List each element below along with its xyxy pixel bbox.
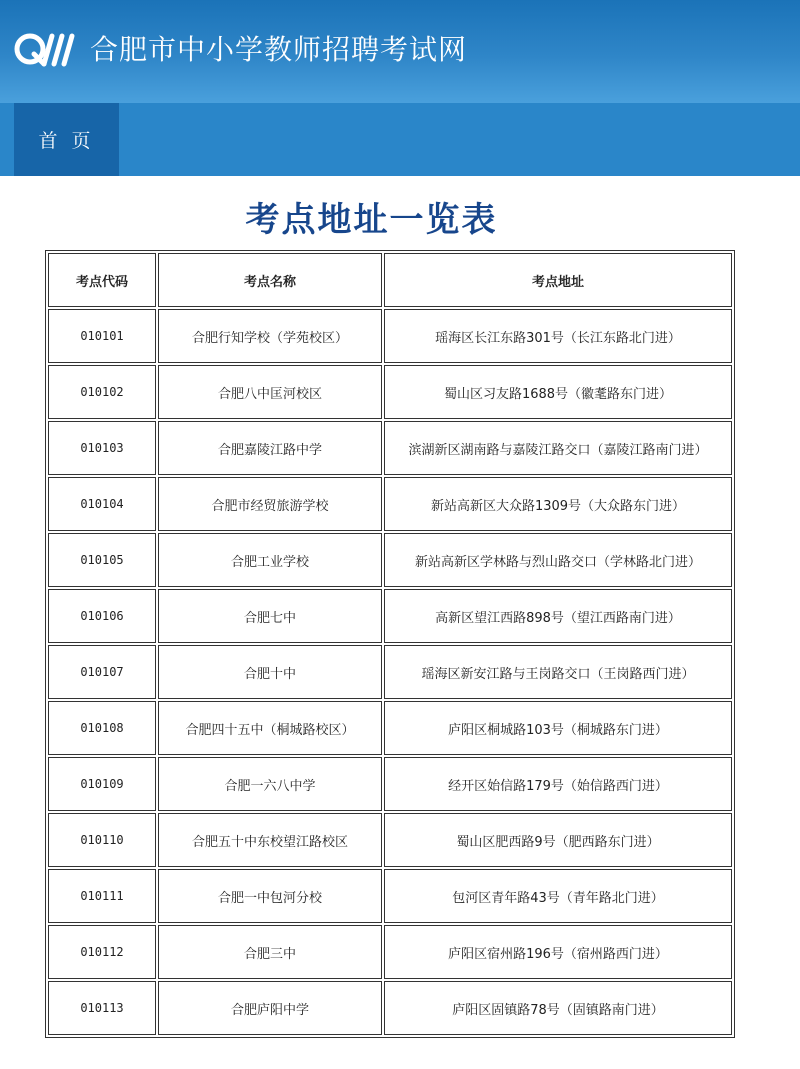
logo-icon (14, 30, 76, 70)
cell-address: 经开区始信路179号（始信路西门进） (384, 757, 732, 811)
cell-address: 瑶海区新安江路与王岗路交口（王岗路西门进） (384, 645, 732, 699)
column-header-name: 考点名称 (158, 253, 382, 307)
nav-item-home[interactable]: 首 页 (14, 103, 119, 176)
cell-name: 合肥市经贸旅游学校 (158, 477, 382, 531)
table-row (48, 757, 732, 811)
cell-address: 蜀山区习友路1688号（徽耄路东门进） (384, 365, 732, 419)
cell-code: 010106 (48, 589, 156, 643)
cell-code: 010108 (48, 701, 156, 755)
table-row (48, 477, 732, 531)
table-row (48, 589, 732, 643)
table-row (48, 981, 732, 1035)
cell-code: 010105 (48, 533, 156, 587)
cell-code: 010113 (48, 981, 156, 1035)
cell-name: 合肥一六八中学 (158, 757, 382, 811)
cell-code: 010101 (48, 309, 156, 363)
main-nav (0, 103, 800, 176)
cell-address: 蜀山区肥西路9号（肥西路东门进） (384, 813, 732, 867)
cell-name: 合肥庐阳中学 (158, 981, 382, 1035)
cell-name: 合肥四十五中（桐城路校区） (158, 701, 382, 755)
cell-address: 新站高新区大众路1309号（大众路东门进） (384, 477, 732, 531)
page-title: 考点地址一览表 (245, 200, 498, 240)
cell-address: 庐阳区桐城路103号（桐城路东门进） (384, 701, 732, 755)
site-logo[interactable] (14, 30, 76, 70)
cell-name: 合肥工业学校 (158, 533, 382, 587)
cell-name: 合肥一中包河分校 (158, 869, 382, 923)
table-row (48, 813, 732, 867)
cell-code: 010112 (48, 925, 156, 979)
cell-name: 合肥八中匡河校区 (158, 365, 382, 419)
cell-name: 合肥七中 (158, 589, 382, 643)
cell-code: 010107 (48, 645, 156, 699)
table-row (48, 925, 732, 979)
cell-code: 010109 (48, 757, 156, 811)
cell-code: 010110 (48, 813, 156, 867)
cell-address: 滨湖新区湖南路与嘉陵江路交口（嘉陵江路南门进） (384, 421, 732, 475)
cell-address: 包河区青年路43号（青年路北门进） (384, 869, 732, 923)
table-row (48, 645, 732, 699)
cell-address: 新站高新区学林路与烈山路交口（学林路北门进） (384, 533, 732, 587)
table-row (48, 533, 732, 587)
table-row (48, 365, 732, 419)
cell-code: 010104 (48, 477, 156, 531)
cell-name: 合肥五十中东校望江路校区 (158, 813, 382, 867)
cell-name: 合肥行知学校（学苑校区） (158, 309, 382, 363)
table-header-row (48, 253, 732, 307)
exam-site-table (45, 250, 735, 1038)
cell-address: 庐阳区宿州路196号（宿州路西门进） (384, 925, 732, 979)
table-row (48, 869, 732, 923)
cell-name: 合肥三中 (158, 925, 382, 979)
cell-code: 010111 (48, 869, 156, 923)
column-header-address: 考点地址 (384, 253, 732, 307)
cell-address: 瑶海区长江东路301号（长江东路北门进） (384, 309, 732, 363)
table-row (48, 701, 732, 755)
cell-address: 高新区望江西路898号（望江西路南门进） (384, 589, 732, 643)
table-row (48, 421, 732, 475)
cell-address: 庐阳区固镇路78号（固镇路南门进） (384, 981, 732, 1035)
exam-site-table-container (45, 250, 735, 1038)
site-title[interactable]: 合肥市中小学教师招聘考试网 (90, 33, 468, 66)
cell-code: 010103 (48, 421, 156, 475)
site-header (0, 0, 800, 103)
cell-name: 合肥嘉陵江路中学 (158, 421, 382, 475)
cell-code: 010102 (48, 365, 156, 419)
table-row (48, 309, 732, 363)
cell-name: 合肥十中 (158, 645, 382, 699)
column-header-code: 考点代码 (48, 253, 156, 307)
